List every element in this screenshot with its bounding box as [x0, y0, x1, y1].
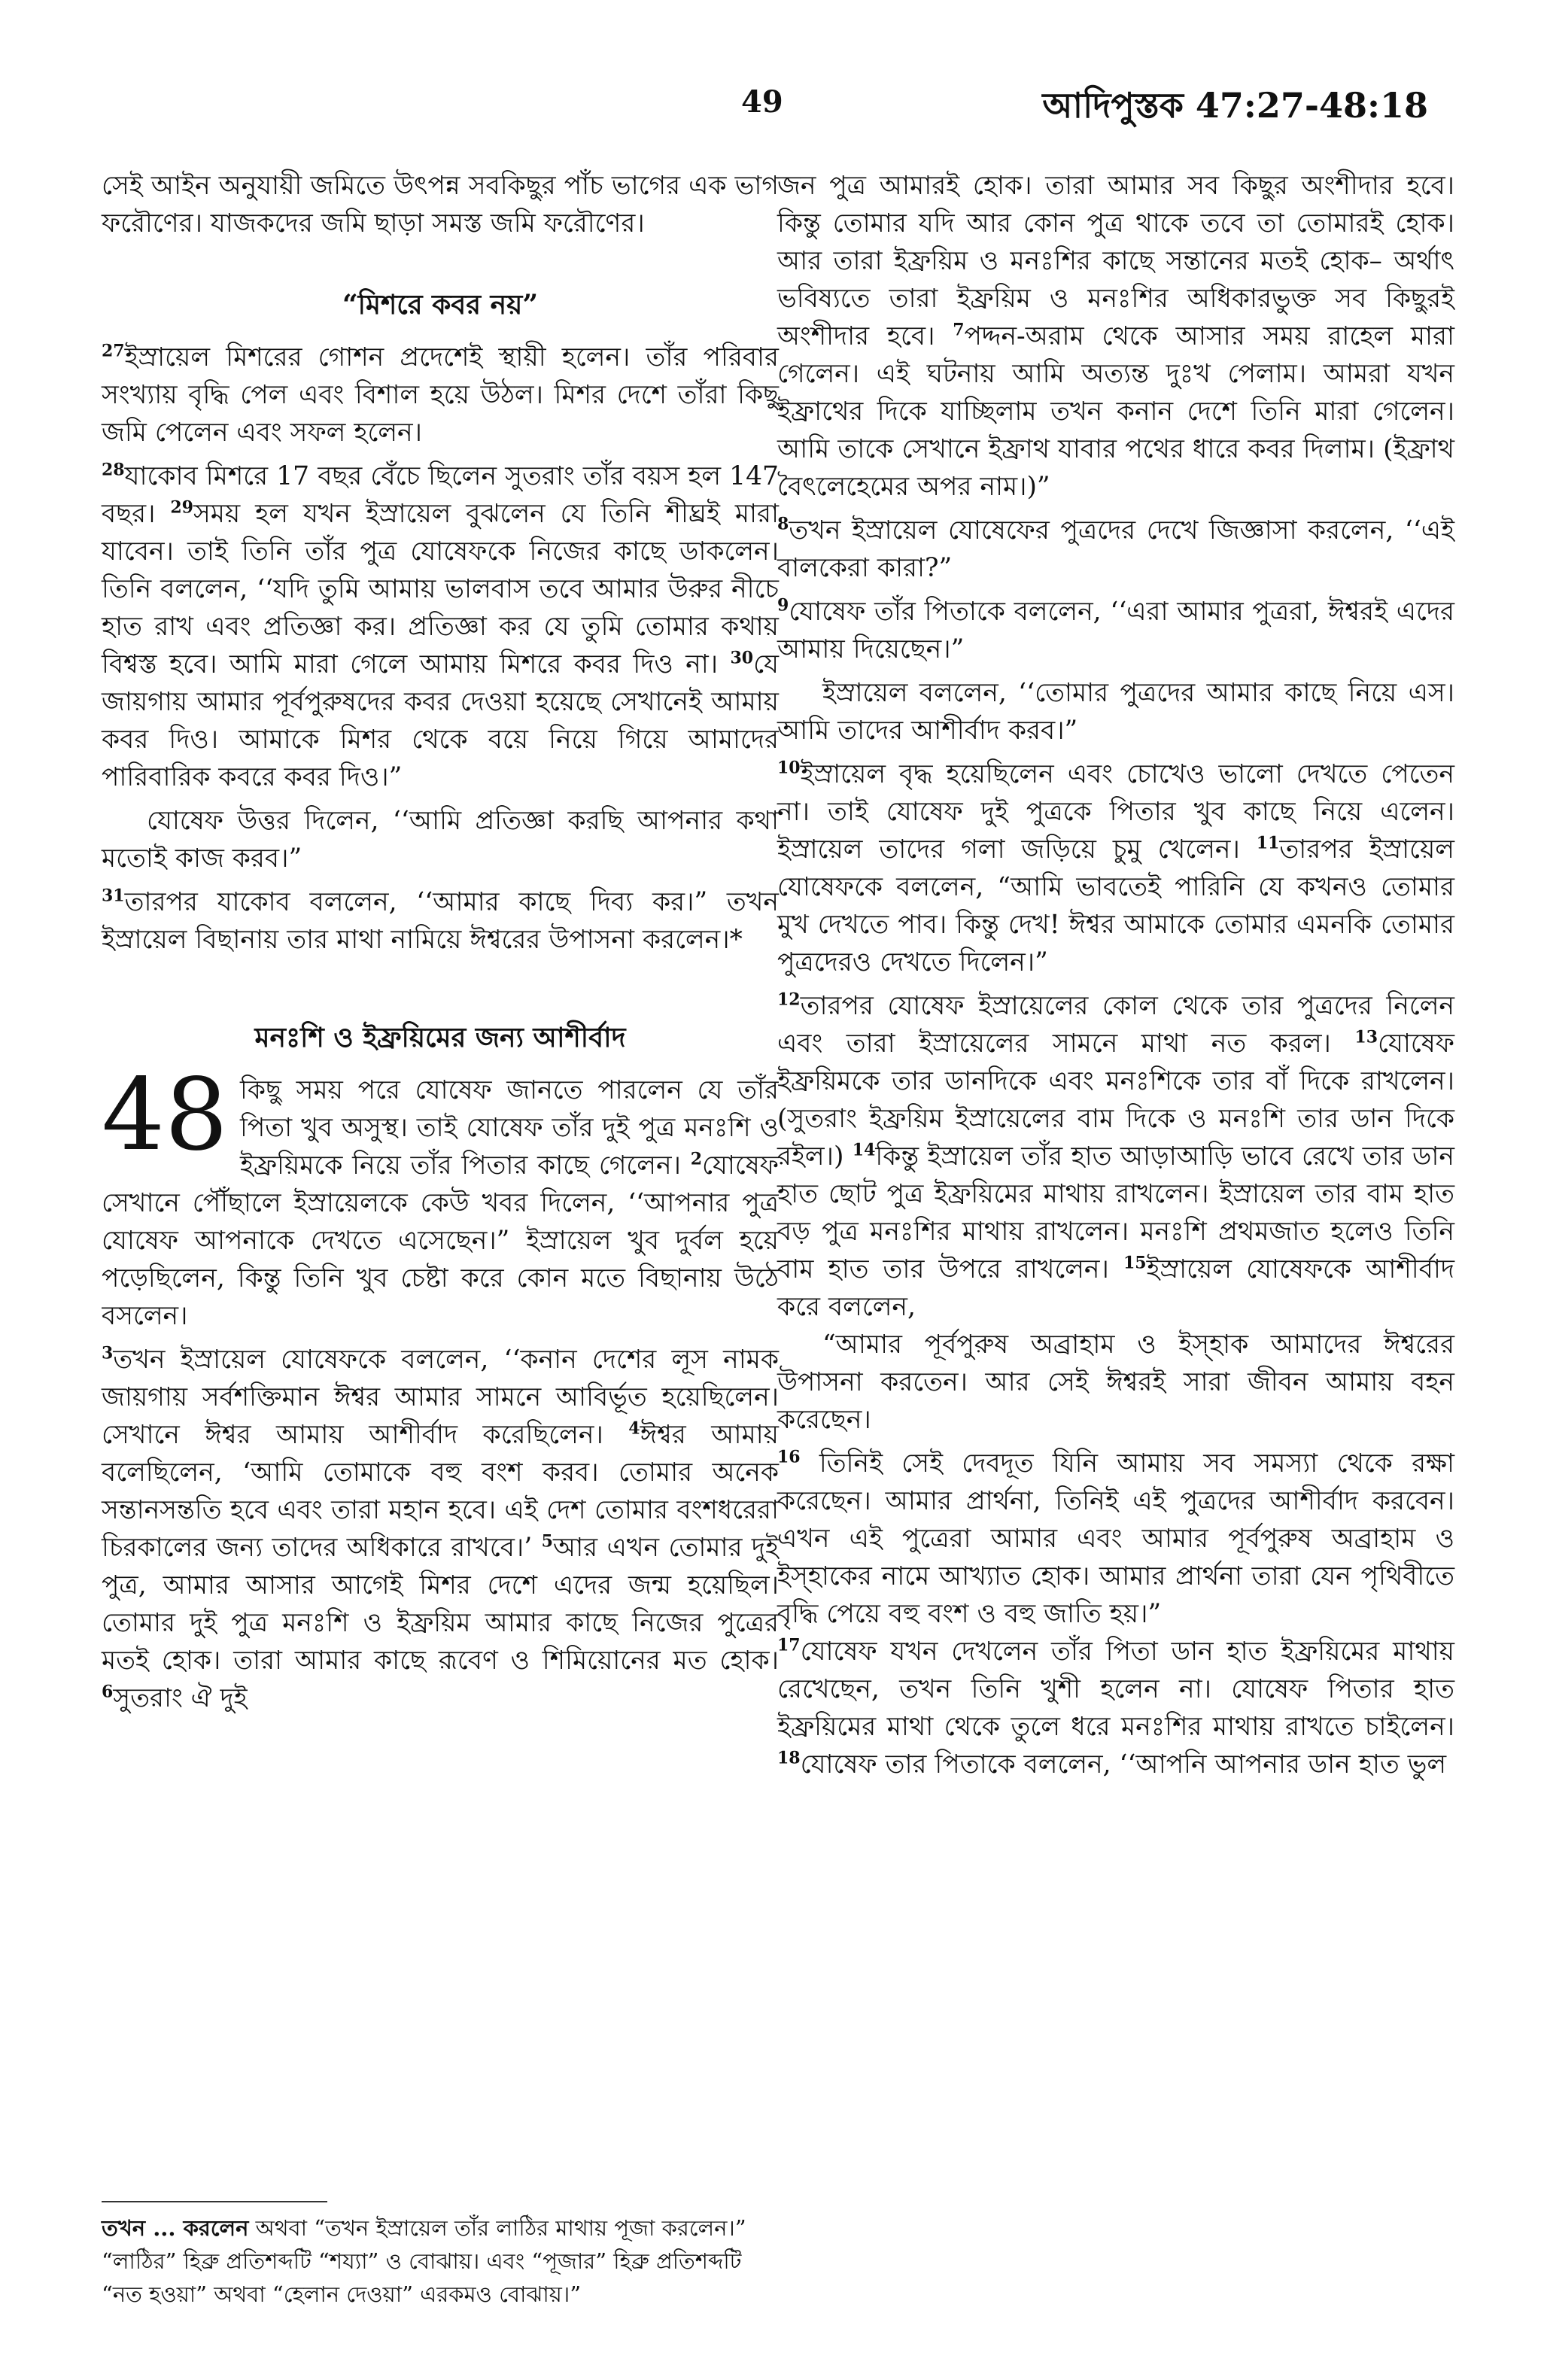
verse-number: 17	[777, 1635, 801, 1655]
verse-number: 10	[777, 758, 801, 778]
page-header	[0, 75, 1541, 135]
verse-number: 16	[777, 1447, 801, 1467]
paragraph	[102, 1341, 779, 1717]
verse-number: 29	[170, 497, 193, 518]
verse-number: 28	[102, 460, 125, 480]
paragraph-text: কিন্তু ইস্রায়েল তাঁর হাত আড়াআড়ি ভাবে রেখে তার ডান হাত ছোট পুত্র ইফ্রয়িমের মাথায় রাখলেন। ইস্রায়েল তার বাম হাত বড় পুত্র মনঃশির মাথায় রাখলেন। মনঃশি প্রথমজাত হলেও তিনি বাম হাত তার উপরে রাখলেন।	[777, 1141, 1454, 1284]
paragraph	[102, 883, 779, 959]
paragraph-text: সময় হল যখন ইস্রায়েল বুঝলেন যে তিনি শীঘ্রই মারা যাবেন। তাই তিনি তাঁর পুত্র যোষেফকে নিজের কাছে ডাকলেন। তিনি বললেন, ‘‘যদি তুমি আমায় ভালবাস তবে আমার উরুর নীচে হাত রাখ এবং প্রতিজ্ঞা কর। প্রতিজ্ঞা কর যে তুমি তোমার কথায় বিশ্বস্ত হবে। আমি মারা গেলে আমায় মিশরে কবর দিও না।	[102, 499, 779, 679]
footnote-term: তখন ... করলেন	[102, 2215, 249, 2241]
verse-number: 7	[953, 320, 965, 340]
verse-number: 4	[628, 1418, 640, 1439]
paragraph	[777, 755, 1454, 981]
footnote	[102, 2201, 779, 2311]
paragraph-text: তখন ইস্রায়েল যোষেফকে বললেন, ‘‘কনান দেশের লূস নামক জায়গায় সর্বশক্তিমান ঈশ্বর আমার সামনে আবির্ভূত হয়েছিলেন। সেখানে ঈশ্বর আমায় আশীর্বাদ করেছিলেন।	[102, 1345, 779, 1450]
paragraph-text: ইস্রায়েল বৃদ্ধ হয়েছিলেন এবং চোখেও ভালো দেখতে পেতেন না। তাই যোষেফ দুই পুত্রকে পিতার খুব কাছে নিয়ে এলেন। ইস্রায়েল তাদের গলা জড়িয়ে চুমু খেলেন।	[777, 759, 1454, 865]
paragraph-text: ঈশ্বর আমায় বলেছিলেন, ‘আমি তোমাকে বহু বংশ করব। তোমার অনেক সন্তানসন্ততি হবে এবং তারা মহান হবে। এই দেশ তোমার বংশধরেরা চিরকালের জন্য তাদের অধিকারে রাখবে।’	[102, 1420, 779, 1563]
verse-number: 15	[1123, 1253, 1147, 1273]
verse-number: 5	[541, 1531, 553, 1552]
section-heading: “মিশরে কবর নয়”	[342, 289, 539, 321]
paragraph-text: তিনিই সেই দেবদূত যিনি আমায় সব সমস্যা থেকে রক্ষা করেছেন। আমার প্রার্থনা, তিনিই এই পুত্রদের আশীর্বাদ করবেন। এখন এই পুত্রেরা আমার এবং আমার পূর্বপুরুষ অব্রাহাম ও ইস্হাকের নামে আখ্যাত হোক। আমার প্রার্থনা তারা যেন পৃথিবীতে বৃদ্ধি পেয়ে বহু বংশ ও বহু জাতি হয়।”	[777, 1448, 1454, 1629]
paragraph-text: যে জায়গায় আমার পূর্বপুরুষদের কবর দেওয়া হয়েছে সেখানেই আমায় কবর দিও। আমাকে মিশর থেকে বয়ে নিয়ে গিয়ে আমাদের পারিবারিক কবরে কবর দিও।”	[102, 649, 779, 792]
paragraph	[777, 987, 1454, 1326]
paragraph-text: যোষেফ তার পিতাকে বললেন, ‘‘আপনি আপনার ডান হাত ভুল	[800, 1749, 1447, 1780]
paragraph-text: যোষেফ ইফ্রয়িমকে তার ডানদিকে এবং মনঃশিকে তার বাঁ দিকে রাখলেন। (সুতরাং ইফ্রয়িম ইস্রায়েলের বাম দিকে ও মনঃশি তার ডান দিকে রইল।)	[777, 1029, 1454, 1172]
verse-number: 9	[777, 595, 789, 616]
verse-number: 14	[852, 1140, 876, 1160]
paragraph	[777, 167, 1454, 506]
verse-number: 18	[777, 1748, 801, 1768]
verse-number: 3	[102, 1343, 114, 1363]
verse-number: 8	[777, 514, 789, 534]
paragraph	[102, 457, 779, 796]
verse-number: 27	[102, 341, 125, 361]
page-number: 49	[741, 84, 783, 120]
poetry-quote	[777, 1326, 1454, 1439]
paragraph	[102, 802, 779, 877]
paragraph-text: যোষেফ তাঁর পিতাকে বললেন, ‘‘এরা আমার পুত্ররা, ঈশ্বরই এদের আমায় দিয়েছেন।”	[777, 597, 1454, 664]
book-title: আদিপুস্তক 47:27-48:18	[1042, 85, 1428, 126]
paragraph-text: আর এখন তোমার দুই পুত্র, আমার আসার আগেই মিশর দেশে এদের জন্ম হয়েছিল। তোমার দুই পুত্র মনঃশি ও ইফ্রয়িম আমার কাছে নিজের পুত্রের মতই হোক। তারা আমার কাছে রূবেণ ও শিমিয়োনের মত হোক।	[102, 1533, 779, 1676]
paragraph	[777, 674, 1454, 749]
paragraph-text: তারপর ইস্রায়েল যোষেফকে বললেন, “আমি ভাবতেই পারিনি যে কখনও তোমার মুখ দেখতে পাব। কিন্তু দেখ! ঈশ্বর আমাকে তোমার এমনকি তোমার পুত্রদেরও দেখতে দিলেন।”	[777, 834, 1454, 977]
verse-number: 12	[777, 989, 801, 1010]
paragraph	[777, 593, 1454, 668]
paragraph-text: তারপর যোষেফ ইস্রায়েলের কোল থেকে তার পুত্রদের নিলেন এবং তারা ইস্রায়েলের সামনে মাথা নত করল।	[777, 991, 1454, 1059]
left-column	[102, 167, 779, 1717]
paragraph-text: যাকোব মিশরে 17 বছর বেঁচে ছিলেন সুতরাং তাঁর বয়স হল 147 বছর।	[102, 461, 779, 529]
chapter-number: 48	[102, 1071, 228, 1173]
paragraph-text: তারপর যাকোব বললেন, ‘‘আমার কাছে দিব্য কর।” তখন ইস্রায়েল বিছানায় তার মাথা নামিয়ে ঈশ্বরের উপাসনা করলেন।*	[102, 887, 779, 955]
paragraph-text: ইস্রায়েল বললেন, ‘‘তোমার পুত্রদের আমার কাছে নিয়ে এস। আমি তাদের আশীর্বাদ করব।”	[777, 678, 1454, 746]
paragraph-text: কিছু সময় পরে যোষেফ জানতে পারলেন যে তাঁর পিতা খুব অসুস্থ। তাই যোষেফ তাঁর দুই পুত্র মনঃশি ও ইফ্রয়িমকে নিয়ে তাঁর পিতার কাছে গেলেন।	[239, 1075, 779, 1181]
paragraph	[102, 167, 779, 242]
paragraph	[777, 1633, 1454, 1783]
verse-number: 13	[1354, 1027, 1378, 1047]
paragraph	[102, 339, 779, 451]
verse-number: 31	[102, 886, 125, 906]
verse-number: 2	[690, 1149, 703, 1169]
paragraph-text: যোষেফ সেখানে পৌঁছালে ইস্রায়েলকে কেউ খবর দিলেন, ‘‘আপনার পুত্র যোষেফ আপনাকে দেখতে এসেছেন।” ইস্রায়েল খুব দুর্বল হয়ে পড়েছিলেন, কিন্তু তিনি খুব চেষ্টা করে কোন মতে বিছানায় উঠে বসলেন।	[102, 1150, 779, 1331]
paragraph-text: ইস্রায়েল যোষেফকে আশীর্বাদ করে বললেন,	[777, 1254, 1454, 1322]
paragraph-text: তখন ইস্রায়েল যোষেফের পুত্রদের দেখে জিজ্ঞাসা করলেন, ‘‘এই বালকেরা কারা?”	[777, 515, 1454, 583]
poetry-quote	[777, 1445, 1454, 1633]
paragraph-text: যোষেফ উত্তর দিলেন, ‘‘আমি প্রতিজ্ঞা করছি আপনার কথা মতোই কাজ করব।”	[102, 806, 779, 874]
paragraph-text: সুতরাং ঐ দুই	[113, 1683, 248, 1713]
verse-number: 30	[730, 648, 754, 668]
verse-number: 11	[1256, 833, 1280, 853]
chapter-start	[102, 1071, 779, 1335]
paragraph-text: জন পুত্র আমারই হোক। তারা আমার সব কিছুর অংশীদার হবে। কিন্তু তোমার যদি আর কোন পুত্র থাকে তবে তা তোমারই হোক। আর তারা ইফ্রয়িম ও মনঃশির কাছে সন্তানের মতই হোক– অর্থাৎ ভবিষ্যতে তারা ইফ্রয়িম ও মনঃশির অধিকারভুক্ত সব কিছুরই অংশীদার হবে।	[777, 171, 1454, 351]
right-column	[777, 167, 1454, 1783]
paragraph-text: সেই আইন অনুযায়ী জমিতে উৎপন্ন সবকিছুর পাঁচ ভাগের এক ভাগ ফরৌণের। যাজকদের জমি ছাড়া সমস্ত জমি ফরৌণের।	[102, 171, 779, 239]
footnote-divider	[102, 2201, 327, 2202]
footnote-text: অথবা “তখন ইস্রায়েল তাঁর লাঠির মাথায় পূজা করলেন।” “লাঠির” হিব্রু প্রতিশব্দটি “শয্যা” ও বোঝায়। এবং “পূজার” হিব্রু প্রতিশব্দটি “নত হওয়া” অথবা “হেলান দেওয়া” এরকমও বোঝায়।”	[102, 2215, 746, 2307]
verse-number: 6	[102, 1682, 114, 1702]
paragraph-text: পদ্দন-অরাম থেকে আসার সময় রাহেল মারা গেলেন। এই ঘটনায় আমি অত্যন্ত দুঃখ পেলাম। আমরা যখন ইফ্রাথের দিকে যাচ্ছিলাম তখন কনান দেশে তিনি মারা গেলেন। আমি তাকে সেখানে ইফ্রাথ যাবার পথের ধারে কবর দিলাম। (ইফ্রাথ বৈৎলেহেমের অপর নাম।)”	[777, 321, 1454, 502]
paragraph-text: ইস্রায়েল মিশরের গোশন প্রদেশেই স্থায়ী হলেন। তাঁর পরিবার সংখ্যায় বৃদ্ধি পেল এবং বিশাল হয়ে উঠল। মিশর দেশে তাঁরা কিছু জমি পেলেন এবং সফল হলেন।	[102, 342, 779, 448]
paragraph-text: যোষেফ যখন দেখলেন তাঁর পিতা ডান হাত ইফ্রয়িমের মাথায় রেখেছেন, তখন তিনি খুশী হলেন না। যোষেফ পিতার হাত ইফ্রয়িমের মাথা থেকে তুলে ধরে মনঃশির মাথায় রাখতে চাইলেন।	[777, 1637, 1454, 1742]
paragraph	[777, 512, 1454, 587]
section-heading: মনঃশি ও ইফ্রয়িমের জন্য আশীর্বাদ	[254, 1022, 626, 1053]
paragraph-text: “আমার পূর্বপুরুষ অব্রাহাম ও ইস্হাক আমাদের ঈশ্বরের উপাসনা করতেন। আর সেই ঈশ্বরই সারা জীবন আমায় বহন করেছেন।	[777, 1330, 1454, 1435]
